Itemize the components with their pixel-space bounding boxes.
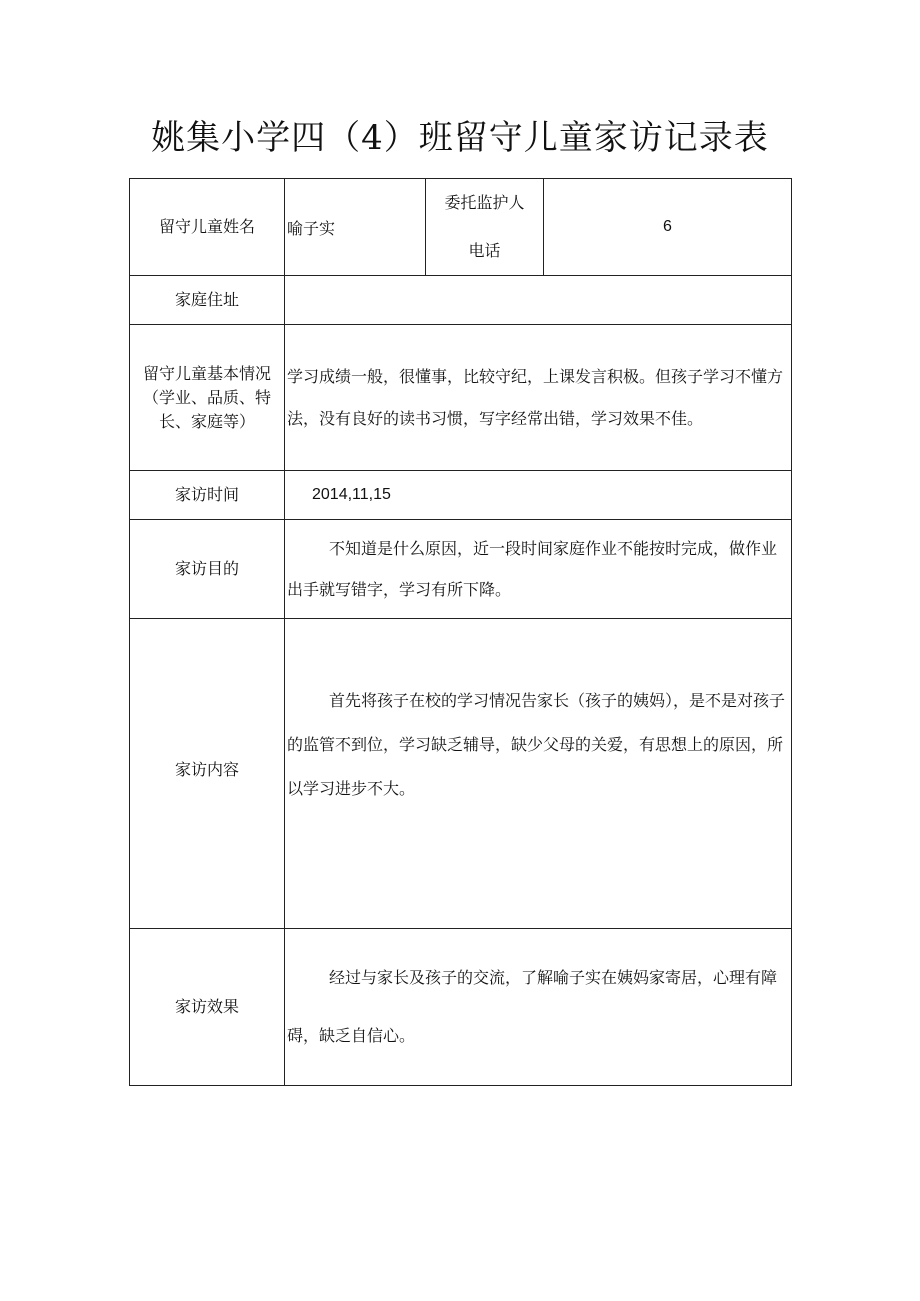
address-row bbox=[130, 276, 792, 325]
guardian-label: 委托监护人 bbox=[444, 193, 525, 212]
child-name-value: 喻子实 bbox=[285, 179, 426, 276]
basic-situation-value: 学习成绩一般，很懂事，比较守纪，上课发言积极。但孩子学习不懂方法，没有良好的读书习惯，写字经常出错，学习效果不佳。 bbox=[285, 325, 792, 471]
child-name-label: 留守儿童姓名 bbox=[130, 179, 285, 276]
visit-effect-label: 家访效果 bbox=[130, 929, 285, 1086]
guardian-phone-label bbox=[426, 179, 544, 276]
visit-content-value: 首先将孩子在校的学习情况告家长（孩子的姨妈），是不是对孩子的监管不到位，学习缺乏辅导，缺少父母的关爱，有思想上的原因，所以学习进步不大。 bbox=[287, 691, 786, 798]
page-title: 姚集小学四（4）班留守儿童家访记录表 bbox=[151, 118, 769, 158]
visit-time-label: 家访时间 bbox=[130, 471, 285, 520]
address-value bbox=[285, 276, 792, 325]
home-visit-record-table bbox=[129, 178, 792, 1086]
visit-effect-value: 经过与家长及孩子的交流，了解喻子实在姨妈家寄居，心理有障碍，缺乏自信心。 bbox=[287, 968, 778, 1045]
visit-content-cell bbox=[285, 619, 792, 929]
child-info-row bbox=[130, 179, 792, 276]
address-label: 家庭住址 bbox=[130, 276, 285, 325]
visit-effect-cell bbox=[285, 929, 792, 1086]
visit-content-label: 家访内容 bbox=[130, 619, 285, 929]
visit-time-row bbox=[130, 471, 792, 520]
visit-effect-row bbox=[130, 929, 792, 1086]
visit-purpose-value: 不知道是什么原因，近一段时间家庭作业不能按时完成，做作业出手就写错字，学习有所下降。 bbox=[287, 539, 778, 599]
guardian-phone-value: 6 bbox=[544, 179, 792, 276]
basic-situation-row bbox=[130, 325, 792, 471]
visit-purpose-cell bbox=[285, 520, 792, 619]
visit-content-row bbox=[130, 619, 792, 929]
visit-purpose-label: 家访目的 bbox=[130, 520, 285, 619]
phone-label: 电话 bbox=[468, 241, 501, 260]
basic-situation-label: 留守儿童基本情况（学业、品质、特长、家庭等） bbox=[130, 325, 285, 471]
visit-time-value: 2014,11,15 bbox=[285, 471, 792, 520]
visit-purpose-row bbox=[130, 520, 792, 619]
